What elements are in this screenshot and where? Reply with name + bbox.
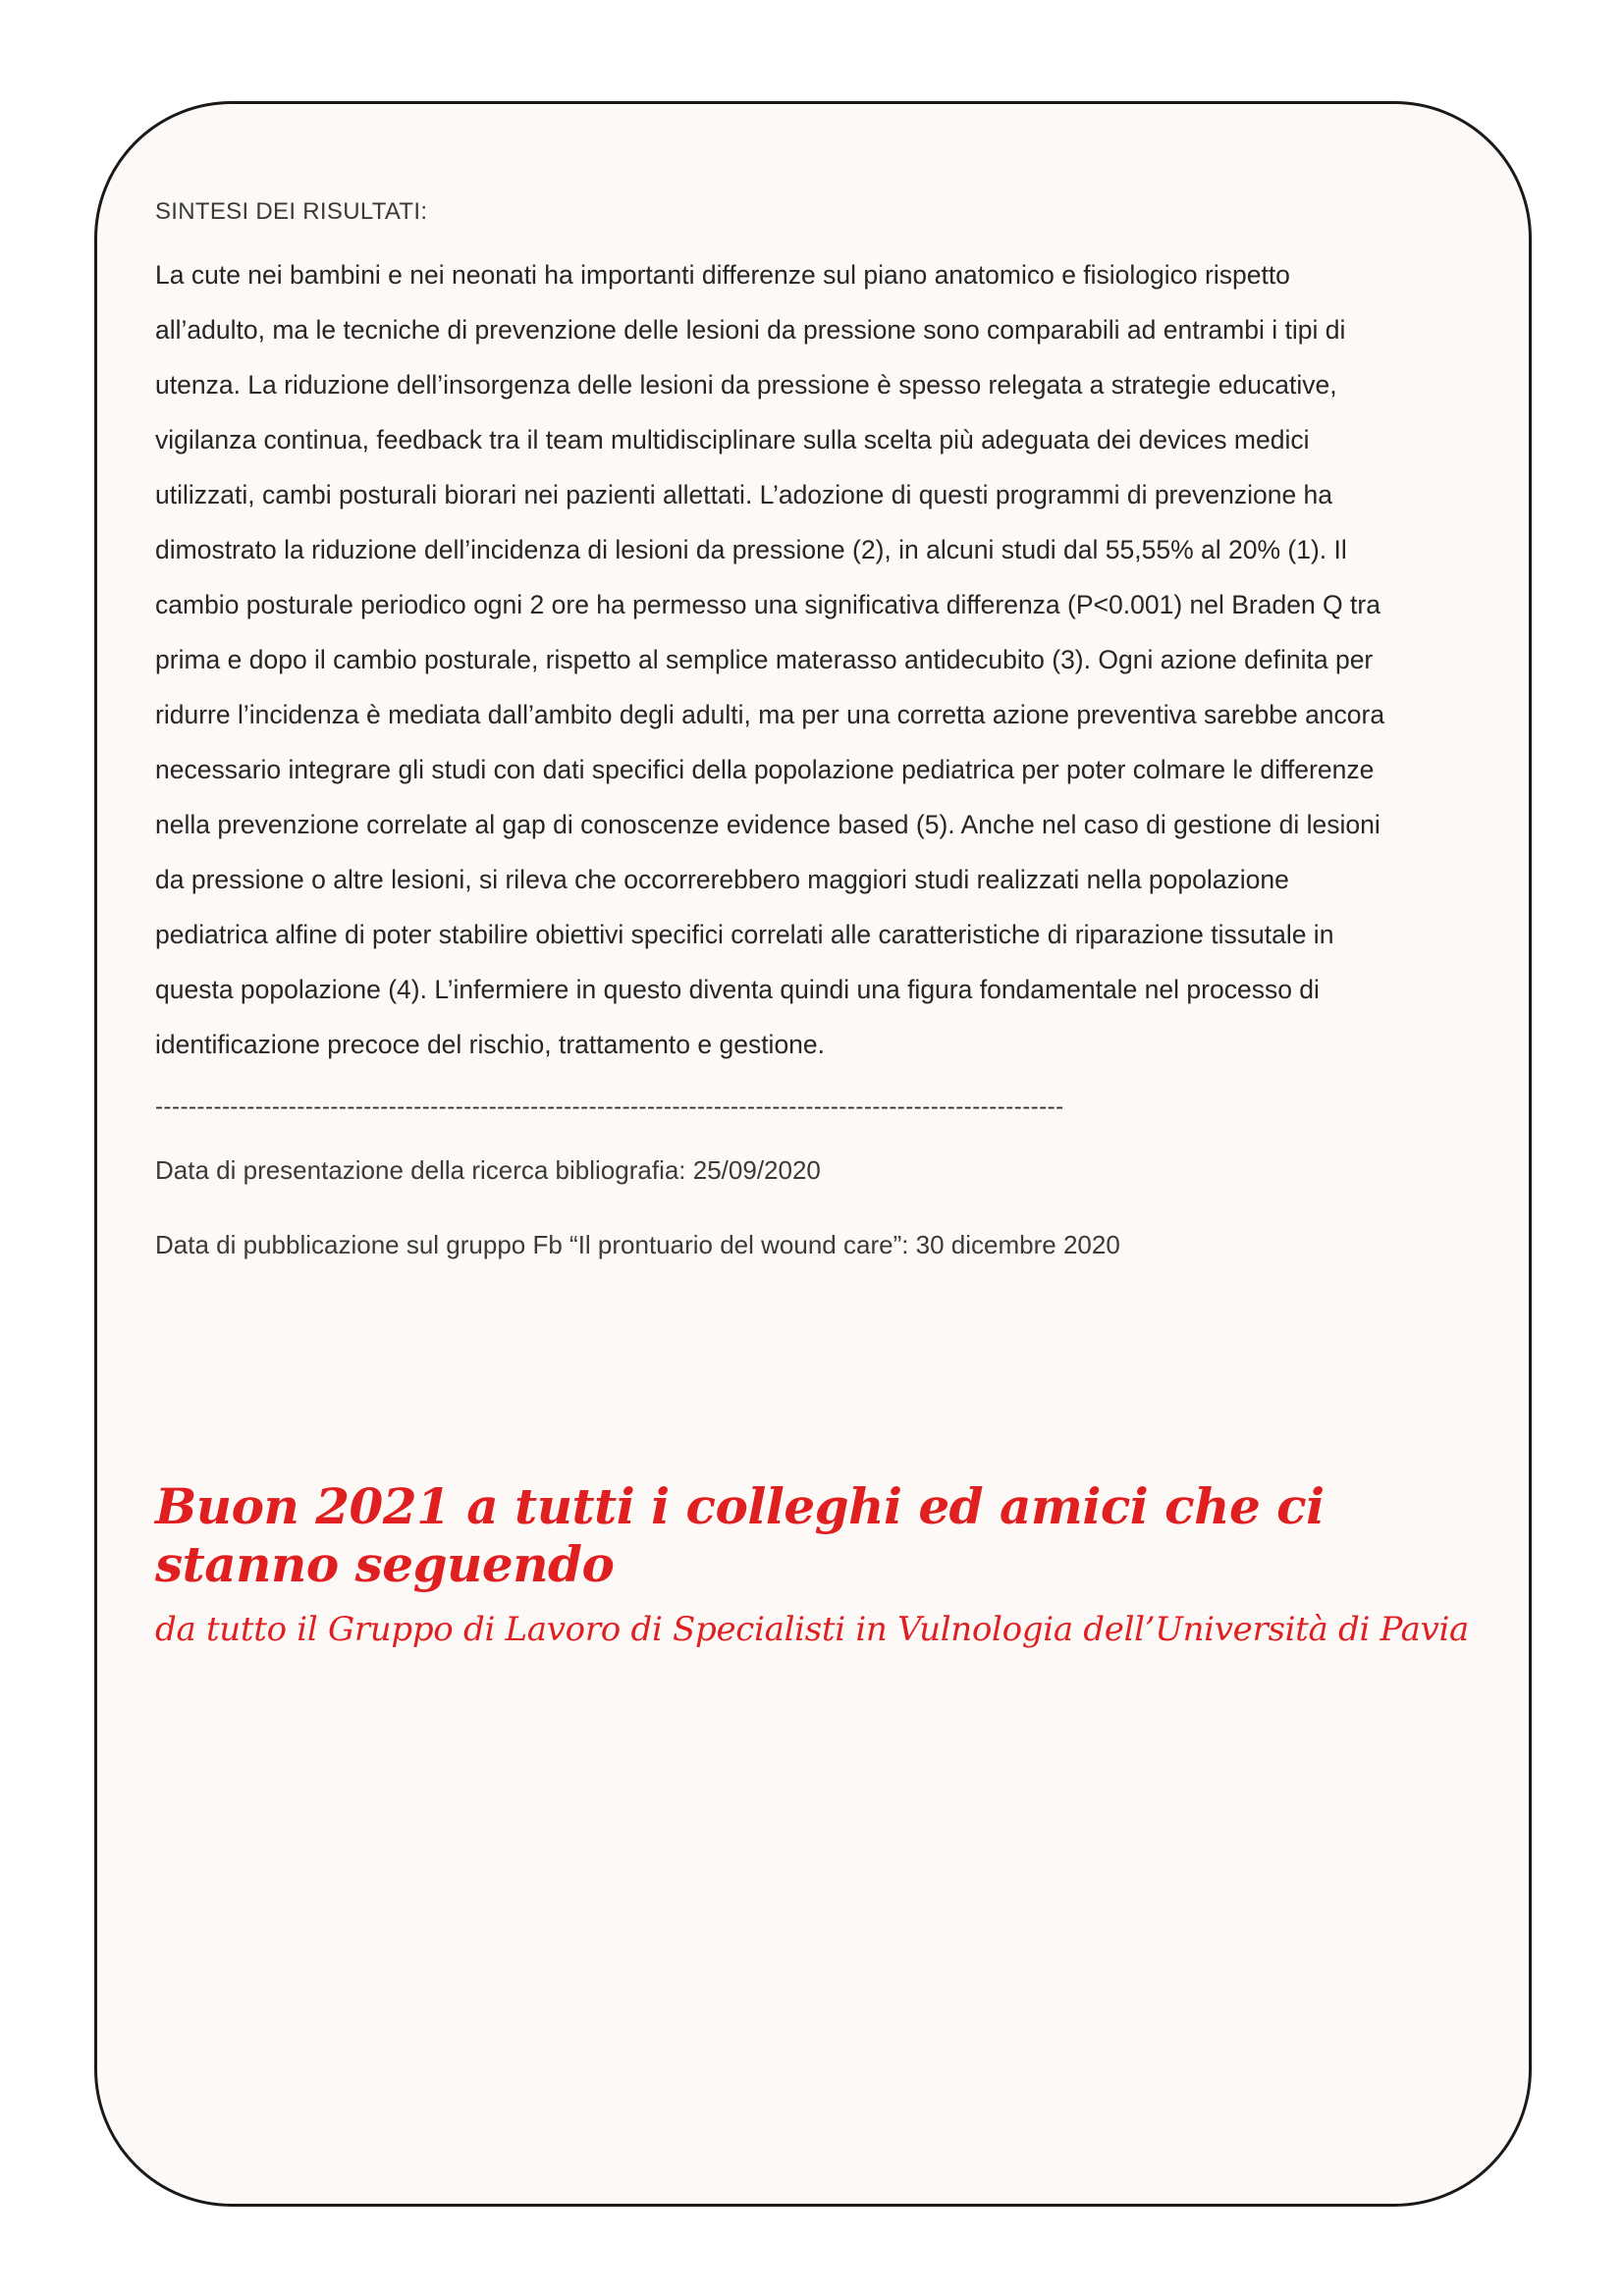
dashed-divider: ------------------------------------------------------------------------------------------------------------- — [155, 1094, 1064, 1120]
paragraph-line: all’adulto, ma le tecniche di prevenzione delle lesioni da pressione sono comparabili ad entrambi i tipi di — [155, 315, 1346, 345]
publication-date: Data di pubblicazione sul gruppo Fb “Il prontuario del wound care”: 30 dicembre 2020 — [155, 1230, 1120, 1259]
paragraph-line: questa popolazione (4). L’infermiere in questo diventa quindi una figura fondamentale nel processo di — [155, 975, 1320, 1004]
paragraph-line: utilizzati, cambi posturali biorari nei pazienti allettati. L’adozione di questi programmi di prevenzione ha — [155, 480, 1333, 509]
document-content — [155, 196, 1490, 1262]
presentation-date: Data di presentazione della ricerca bibliografia: 25/09/2020 — [155, 1155, 821, 1185]
new-year-greeting: Buon 2021 a tutti i colleghi ed amici che ci stanno seguendo — [155, 1477, 1325, 1593]
greeting-signature: da tutto il Gruppo di Lavoro di Specialisti in Vulnologia dell’Università di Pavia — [155, 1610, 1470, 1649]
results-summary-paragraph — [155, 247, 1490, 1072]
paragraph-line: vigilanza continua, feedback tra il team multidisciplinare sulla scelta più adeguata dei devices medici — [155, 425, 1310, 454]
paragraph-line: pediatrica alfine di poter stabilire obiettivi specifici correlati alle caratteristiche di riparazione tissutale in — [155, 920, 1334, 949]
paragraph-line: La cute nei bambini e nei neonati ha importanti differenze sul piano anatomico e fisiologico rispetto — [155, 260, 1290, 290]
paragraph-line: necessario integrare gli studi con dati specifici della popolazione pediatrica per poter colmare le differenze — [155, 755, 1375, 784]
paragraph-line: dimostrato la riduzione dell’incidenza di lesioni da pressione (2), in alcuni studi dal 55,55% al 20% (1). Il — [155, 535, 1347, 564]
paragraph-line: prima e dopo il cambio posturale, rispetto al semplice materasso antidecubito (3). Ogni azione definita per — [155, 645, 1374, 674]
paragraph-line: identificazione precoce del rischio, trattamento e gestione. — [155, 1030, 826, 1059]
section-heading: SINTESI DEI RISULTATI: — [155, 198, 428, 225]
paragraph-line: nella prevenzione correlate al gap di conoscenze evidence based (5). Anche nel caso di gestione di lesioni — [155, 810, 1380, 839]
paragraph-line: cambio posturale periodico ogni 2 ore ha permesso una significativa differenza (P<0.001) nel Braden Q tra — [155, 590, 1380, 619]
paragraph-line: ridurre l’incidenza è mediata dall’ambito degli adulti, ma per una corretta azione preventiva sarebbe ancora — [155, 700, 1385, 729]
paragraph-line: da pressione o altre lesioni, si rileva che occorrerebbero maggiori studi realizzati nella popolazione — [155, 865, 1289, 894]
paragraph-line: utenza. La riduzione dell’insorgenza delle lesioni da pressione è spesso relegata a strategie educative, — [155, 370, 1337, 400]
